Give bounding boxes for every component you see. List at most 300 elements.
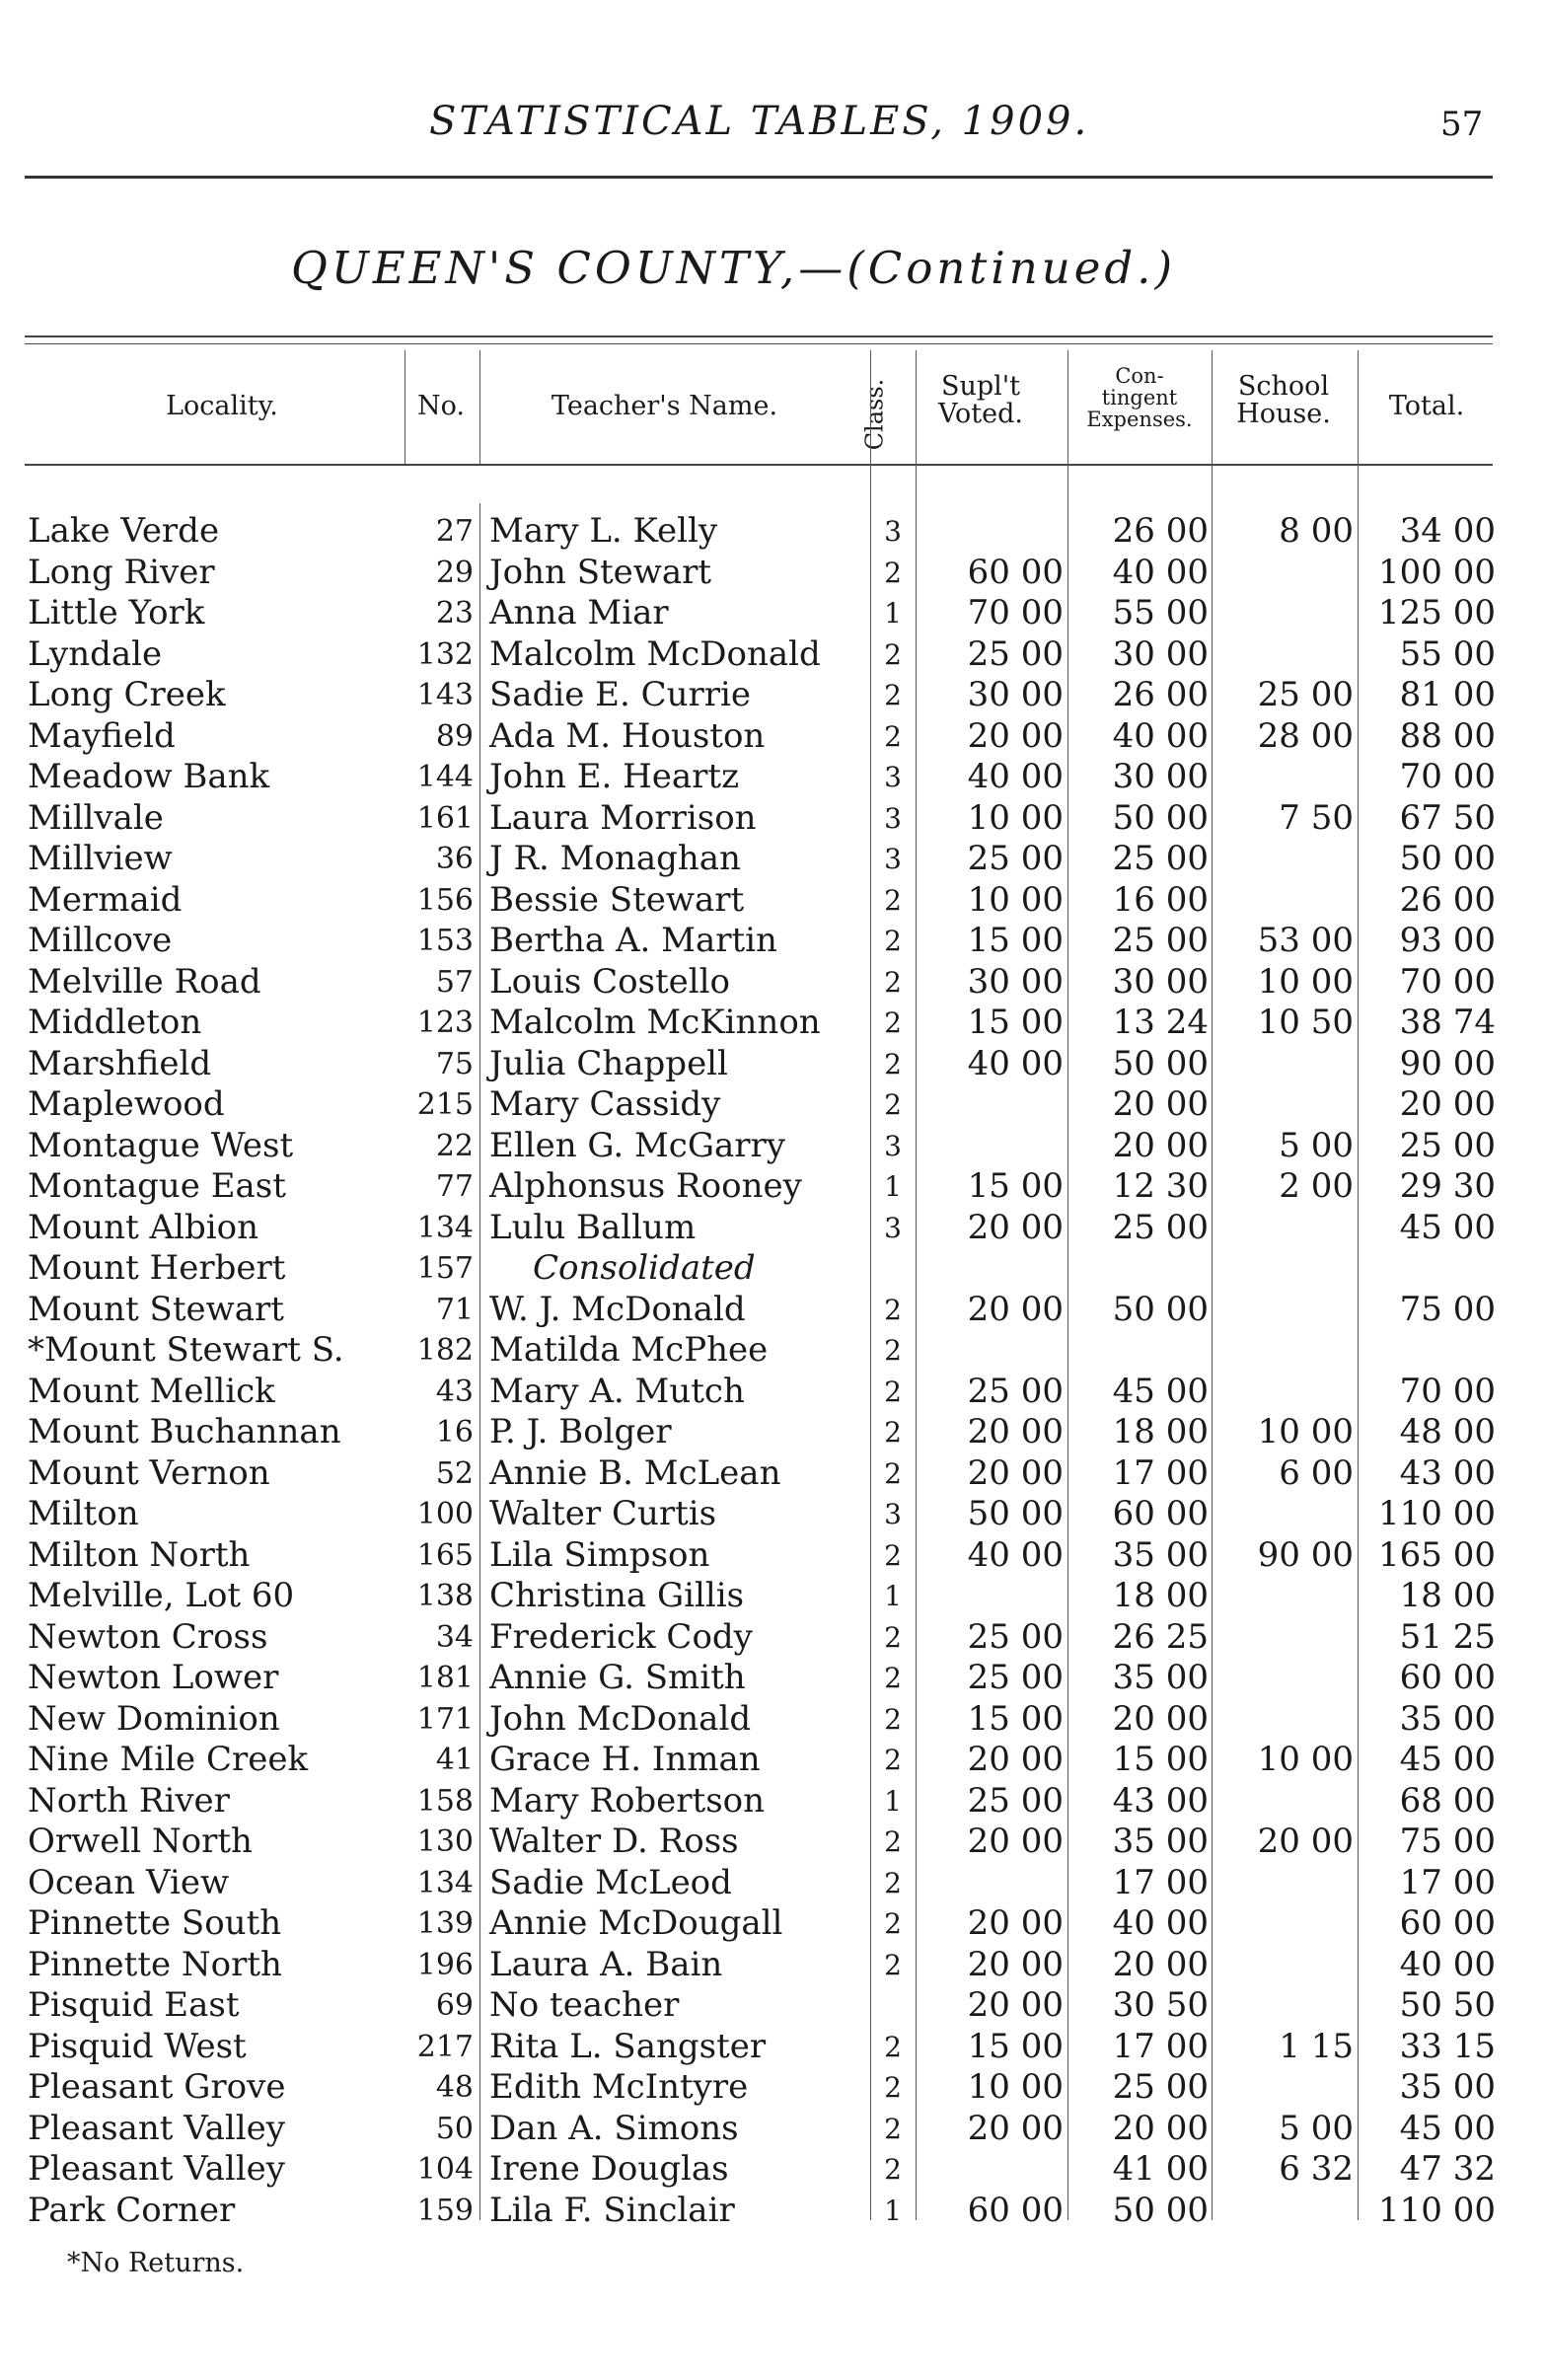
col-header-locality: Locality. <box>166 391 278 421</box>
locality-cell: Pisquid East <box>28 1985 240 2025</box>
total-cell: 100 00 <box>1378 552 1496 592</box>
supplement-cell: 10 00 <box>967 797 1064 838</box>
locality-cell: Montague West <box>28 1125 294 1165</box>
teacher-cell: Julia Chappell <box>489 1043 728 1083</box>
table-row <box>0 1453 1545 1495</box>
total-cell: 81 00 <box>1399 675 1496 714</box>
locality-cell: Pleasant Valley <box>28 2108 286 2148</box>
total-cell: 67 50 <box>1399 797 1496 838</box>
school-house-cell: 6 32 <box>1279 2149 1354 2189</box>
class-cell: 2 <box>884 1088 902 1121</box>
class-cell: 2 <box>884 2030 902 2063</box>
locality-cell: Mount Buchannan <box>28 1412 341 1451</box>
teacher-cell: Bessie Stewart <box>489 879 745 920</box>
supplement-cell: 60 00 <box>967 2190 1064 2230</box>
teacher-cell: John Stewart <box>489 552 712 592</box>
teacher-cell: P. J. Bolger <box>489 1412 672 1451</box>
table-row <box>0 1617 1545 1659</box>
total-cell: 33 15 <box>1399 2026 1496 2066</box>
contingent-cell: 30 00 <box>1112 633 1209 674</box>
contingent-cell: 30 50 <box>1112 1985 1209 2025</box>
col-rule <box>479 350 480 464</box>
table-row <box>0 1003 1545 1044</box>
table-row <box>0 2067 1545 2109</box>
teacher-cell: J R. Monaghan <box>489 839 741 878</box>
class-cell: 2 <box>884 637 902 671</box>
table-row <box>0 1863 1545 1904</box>
total-cell: 70 00 <box>1399 961 1496 1002</box>
supplement-cell: 20 00 <box>967 1452 1064 1493</box>
total-cell: 43 00 <box>1399 1452 1496 1493</box>
number-cell: 36 <box>435 842 474 876</box>
contingent-cell: 50 00 <box>1112 2190 1209 2230</box>
total-cell: 70 00 <box>1399 757 1496 796</box>
col-header-class: Class. <box>860 378 889 451</box>
number-cell: 132 <box>416 636 474 672</box>
table-row <box>0 1330 1545 1372</box>
locality-cell: Marshfield <box>28 1043 212 1083</box>
class-cell: 2 <box>884 1825 902 1858</box>
total-cell: 17 00 <box>1399 1862 1496 1902</box>
contingent-cell: 15 00 <box>1112 1740 1209 1779</box>
contingent-cell: 26 25 <box>1112 1616 1209 1657</box>
teacher-cell: Laura Morrison <box>489 797 757 838</box>
number-cell: 171 <box>416 1701 474 1737</box>
locality-cell: Park Corner <box>28 2190 236 2230</box>
table-row <box>0 1290 1545 1331</box>
locality-cell: Mount Stewart <box>28 1289 284 1329</box>
contingent-cell: 17 00 <box>1112 1862 1209 1902</box>
table-row <box>0 839 1545 880</box>
class-cell: 3 <box>884 1211 902 1244</box>
supplement-cell: 20 00 <box>967 1207 1064 1247</box>
teacher-cell: Malcolm McKinnon <box>489 1003 821 1042</box>
locality-cell: Mount Vernon <box>28 1452 270 1493</box>
contingent-cell: 43 00 <box>1112 1780 1209 1821</box>
school-house-cell: 6 00 <box>1279 1452 1354 1493</box>
class-cell: 2 <box>884 1702 902 1736</box>
table-row <box>0 1822 1545 1863</box>
class-cell: 2 <box>884 1375 902 1408</box>
number-cell: 134 <box>416 1865 474 1900</box>
teacher-cell: Annie G. Smith <box>489 1658 746 1697</box>
school-house-cell: 10 50 <box>1257 1003 1354 1042</box>
total-cell: 50 50 <box>1399 1985 1496 2025</box>
total-cell: 20 00 <box>1399 1084 1496 1124</box>
locality-cell: Newton Lower <box>28 1658 279 1697</box>
class-cell: 2 <box>884 965 902 999</box>
table-top-rule-thin <box>25 343 1493 344</box>
number-cell: 89 <box>435 718 474 754</box>
class-cell: 1 <box>884 597 902 630</box>
table-row <box>0 675 1545 716</box>
number-cell: 22 <box>435 1128 474 1163</box>
teacher-cell: Bertha A. Martin <box>489 921 777 960</box>
supplement-cell: 20 00 <box>967 1822 1064 1861</box>
total-cell: 34 00 <box>1399 511 1496 551</box>
class-cell: 1 <box>884 1170 902 1203</box>
locality-cell: Milton <box>28 1494 139 1533</box>
class-cell: 1 <box>884 1580 902 1612</box>
teacher-cell: Frederick Cody <box>489 1616 753 1657</box>
locality-cell: Melville Road <box>28 961 261 1002</box>
total-cell: 29 30 <box>1399 1166 1496 1206</box>
number-cell: 181 <box>416 1661 474 1695</box>
number-cell: 144 <box>416 760 474 794</box>
school-house-cell: 10 00 <box>1257 961 1354 1002</box>
teacher-cell: Mary A. Mutch <box>489 1371 745 1411</box>
teacher-cell: Grace H. Inman <box>489 1740 761 1779</box>
class-cell: 1 <box>884 1784 902 1818</box>
header-bottom-rule <box>25 464 1493 466</box>
table-row <box>0 2191 1545 2232</box>
contingent-cell: 20 00 <box>1112 1698 1209 1739</box>
number-cell: 104 <box>416 2152 474 2187</box>
number-cell: 34 <box>435 1619 474 1655</box>
number-cell: 100 <box>416 1497 474 1531</box>
contingent-cell: 25 00 <box>1112 2067 1209 2107</box>
locality-cell: Pleasant Grove <box>28 2067 286 2107</box>
teacher-cell: Dan A. Simons <box>489 2108 739 2148</box>
school-house-cell: 1 15 <box>1279 2026 1354 2066</box>
teacher-cell: Ada M. Houston <box>489 715 766 756</box>
number-cell: 71 <box>435 1292 474 1327</box>
locality-cell: Mount Herbert <box>28 1248 286 1288</box>
class-cell: 2 <box>884 2153 902 2186</box>
locality-cell: Nine Mile Creek <box>28 1740 309 1779</box>
class-cell: 3 <box>884 1498 902 1530</box>
total-cell: 25 00 <box>1399 1125 1496 1165</box>
supplement-cell: 15 00 <box>967 1003 1064 1042</box>
number-cell: 130 <box>416 1824 474 1859</box>
class-cell: 2 <box>884 2112 902 2145</box>
school-house-cell: 7 50 <box>1279 797 1354 838</box>
total-cell: 70 00 <box>1399 1371 1496 1411</box>
number-cell: 157 <box>416 1251 474 1286</box>
number-cell: 41 <box>435 1743 474 1777</box>
total-cell: 45 00 <box>1399 1740 1496 1779</box>
supplement-cell: 30 00 <box>967 675 1064 714</box>
supplement-cell: 15 00 <box>967 2026 1064 2066</box>
running-head <box>0 99 1545 148</box>
school-house-cell: 5 00 <box>1279 1125 1354 1165</box>
table-row <box>0 1412 1545 1453</box>
table-row <box>0 1044 1545 1085</box>
number-cell: 161 <box>416 800 474 836</box>
table-row <box>0 1699 1545 1741</box>
class-cell: 2 <box>884 1047 902 1080</box>
teacher-cell: Christina Gillis <box>489 1576 745 1615</box>
contingent-cell: 20 00 <box>1112 1084 1209 1124</box>
supplement-cell: 70 00 <box>967 593 1064 632</box>
col-header-school-house: School House. <box>1236 371 1331 430</box>
supplement-cell: 25 00 <box>967 1371 1064 1411</box>
supplement-cell: 25 00 <box>967 633 1064 674</box>
supplement-cell: 25 00 <box>967 1780 1064 1821</box>
number-cell: 16 <box>435 1415 474 1450</box>
supplement-cell: 20 00 <box>967 1740 1064 1779</box>
number-cell: 143 <box>416 678 474 712</box>
locality-cell: Meadow Bank <box>28 757 270 796</box>
number-cell: 215 <box>416 1087 474 1122</box>
class-cell: 2 <box>884 1662 902 1694</box>
teacher-cell: Sadie McLeod <box>489 1862 732 1902</box>
table-row <box>0 2027 1545 2068</box>
supplement-cell: 20 00 <box>967 1412 1064 1451</box>
total-cell: 88 00 <box>1399 715 1496 756</box>
supplement-cell: 20 00 <box>967 1985 1064 2025</box>
teacher-cell: No teacher <box>489 1985 680 2025</box>
table-row <box>0 634 1545 676</box>
locality-cell: Ocean View <box>28 1862 230 1902</box>
total-cell: 90 00 <box>1399 1043 1496 1083</box>
supplement-cell: 20 00 <box>967 1903 1064 1943</box>
school-house-cell: 5 00 <box>1279 2108 1354 2148</box>
class-cell: 3 <box>884 515 902 548</box>
number-cell: 75 <box>435 1046 474 1081</box>
total-cell: 47 32 <box>1399 2149 1496 2189</box>
total-cell: 40 00 <box>1399 1944 1496 1984</box>
col-header-no: No. <box>417 391 465 421</box>
teacher-cell: Walter Curtis <box>489 1494 717 1533</box>
table-row <box>0 1535 1545 1577</box>
teacher-cell: Anna Miar <box>489 593 669 632</box>
contingent-cell: 25 00 <box>1112 921 1209 960</box>
contingent-cell: 26 00 <box>1112 675 1209 714</box>
table-row <box>0 553 1545 594</box>
locality-cell: Mount Mellick <box>28 1371 275 1411</box>
number-cell: 27 <box>435 514 474 549</box>
total-cell: 93 00 <box>1399 921 1496 960</box>
class-cell: 3 <box>884 801 902 835</box>
county-title: QUEEN'S COUNTY,—(Continued.) <box>291 242 1177 294</box>
number-cell: 57 <box>435 964 474 1000</box>
locality-cell: Newton Cross <box>28 1616 268 1657</box>
page-number: 57 <box>1440 105 1484 144</box>
number-cell: 134 <box>416 1210 474 1245</box>
total-cell: 60 00 <box>1399 1903 1496 1943</box>
number-cell: 23 <box>435 596 474 631</box>
class-cell: 1 <box>884 2194 902 2227</box>
class-cell: 2 <box>884 1416 902 1449</box>
locality-cell: Mayfield <box>28 715 176 756</box>
locality-cell: Pleasant Valley <box>28 2149 286 2189</box>
supplement-cell: 30 00 <box>967 961 1064 1002</box>
contingent-cell: 12 30 <box>1112 1166 1209 1206</box>
table-row <box>0 1372 1545 1413</box>
class-cell: 2 <box>884 1620 902 1654</box>
total-cell: 50 00 <box>1399 839 1496 878</box>
class-cell: 2 <box>884 883 902 917</box>
contingent-cell: 13 24 <box>1112 1003 1209 1042</box>
number-cell: 159 <box>416 2193 474 2228</box>
teacher-cell: Annie B. McLean <box>489 1452 781 1493</box>
class-cell: 2 <box>884 1334 902 1367</box>
table-row <box>0 1166 1545 1208</box>
teacher-cell: Louis Costello <box>489 961 731 1002</box>
school-house-cell: 8 00 <box>1279 511 1354 551</box>
contingent-cell: 50 00 <box>1112 1289 1209 1329</box>
school-house-cell: 20 00 <box>1257 1822 1354 1861</box>
contingent-cell: 50 00 <box>1112 1043 1209 1083</box>
locality-cell: Lyndale <box>28 633 163 674</box>
class-cell: 2 <box>884 679 902 711</box>
supplement-cell: 15 00 <box>967 921 1064 960</box>
total-cell: 75 00 <box>1399 1289 1496 1329</box>
supplement-cell: 20 00 <box>967 2108 1064 2148</box>
table-row <box>0 798 1545 840</box>
contingent-cell: 30 00 <box>1112 757 1209 796</box>
locality-cell: Long Creek <box>28 675 226 714</box>
locality-cell: Pisquid West <box>28 2026 247 2066</box>
locality-cell: Mount Albion <box>28 1207 258 1247</box>
class-cell: 2 <box>884 1006 902 1039</box>
locality-cell: Millcove <box>28 921 173 960</box>
number-cell: 52 <box>435 1455 474 1491</box>
supplement-cell: 25 00 <box>967 1658 1064 1697</box>
table-row <box>0 2109 1545 2150</box>
locality-cell: Maplewood <box>28 1084 225 1124</box>
class-cell: 2 <box>884 1948 902 1981</box>
total-cell: 45 00 <box>1399 1207 1496 1247</box>
class-cell: 2 <box>884 1866 902 1899</box>
table-top-rule <box>25 335 1493 337</box>
table-row <box>0 1985 1545 2027</box>
supplement-cell: 50 00 <box>967 1494 1064 1533</box>
table-row <box>0 1126 1545 1167</box>
total-cell: 110 00 <box>1378 1494 1496 1533</box>
locality-cell: New Dominion <box>28 1698 280 1739</box>
class-cell: 2 <box>884 1456 902 1490</box>
locality-cell: Pinnette North <box>28 1944 282 1984</box>
number-cell: 156 <box>416 882 474 918</box>
table-row <box>0 1945 1545 1986</box>
supplement-cell: 15 00 <box>967 1698 1064 1739</box>
contingent-cell: 18 00 <box>1112 1576 1209 1615</box>
table-row <box>0 1576 1545 1617</box>
locality-cell: Milton North <box>28 1534 251 1575</box>
locality-cell: Melville, Lot 60 <box>28 1576 295 1615</box>
locality-cell: Little York <box>28 593 205 632</box>
table-row <box>0 1740 1545 1781</box>
class-cell: 3 <box>884 761 902 793</box>
table-body <box>0 511 1545 2231</box>
number-cell: 182 <box>416 1333 474 1368</box>
locality-cell: Orwell North <box>28 1822 253 1861</box>
teacher-cell: W. J. McDonald <box>489 1289 746 1329</box>
contingent-cell: 41 00 <box>1112 2149 1209 2189</box>
teacher-cell: Annie McDougall <box>489 1903 783 1943</box>
teacher-cell: Consolidated <box>533 1248 756 1288</box>
supplement-cell: 40 00 <box>967 1534 1064 1575</box>
school-house-cell: 10 00 <box>1257 1412 1354 1451</box>
school-house-cell: 53 00 <box>1257 921 1354 960</box>
number-cell: 48 <box>435 2070 474 2105</box>
contingent-cell: 25 00 <box>1112 839 1209 878</box>
locality-cell: Pinnette South <box>28 1903 282 1943</box>
supplement-cell: 20 00 <box>967 1289 1064 1329</box>
number-cell: 165 <box>416 1537 474 1573</box>
contingent-cell: 35 00 <box>1112 1658 1209 1697</box>
supplement-cell: 40 00 <box>967 757 1064 796</box>
number-cell: 196 <box>416 1947 474 1982</box>
teacher-cell: Laura A. Bain <box>489 1944 723 1984</box>
contingent-cell: 17 00 <box>1112 2026 1209 2066</box>
total-cell: 35 00 <box>1399 1698 1496 1739</box>
number-cell: 139 <box>416 1906 474 1941</box>
supplement-cell: 20 00 <box>967 715 1064 756</box>
total-cell: 38 74 <box>1399 1003 1496 1042</box>
contingent-cell: 35 00 <box>1112 1822 1209 1861</box>
table-row <box>0 1208 1545 1249</box>
locality-cell: Mermaid <box>28 879 183 920</box>
supplement-cell: 20 00 <box>967 1944 1064 1984</box>
total-cell: 26 00 <box>1399 879 1496 920</box>
teacher-cell: Mary L. Kelly <box>489 511 718 551</box>
table-row <box>0 1781 1545 1822</box>
table-row <box>0 757 1545 798</box>
number-cell: 138 <box>416 1579 474 1613</box>
contingent-cell: 50 00 <box>1112 797 1209 838</box>
teacher-cell: Malcolm McDonald <box>489 633 821 674</box>
teacher-cell: Lulu Ballum <box>489 1207 697 1247</box>
supplement-cell: 60 00 <box>967 552 1064 592</box>
class-cell: 3 <box>884 1129 902 1162</box>
school-house-cell: 25 00 <box>1257 675 1354 714</box>
table-row <box>0 511 1545 553</box>
col-header-total: Total. <box>1388 391 1465 421</box>
teacher-cell: Walter D. Ross <box>489 1822 739 1861</box>
class-cell: 2 <box>884 1907 902 1940</box>
col-header-teacher: Teacher's Name. <box>551 391 778 421</box>
contingent-cell: 55 00 <box>1112 593 1209 632</box>
supplement-cell: 40 00 <box>967 1043 1064 1083</box>
table-row <box>0 1903 1545 1945</box>
number-cell: 158 <box>416 1783 474 1819</box>
class-cell: 2 <box>884 925 902 957</box>
locality-cell: North River <box>28 1780 230 1821</box>
total-cell: 125 00 <box>1378 593 1496 632</box>
supplement-cell: 25 00 <box>967 1616 1064 1657</box>
contingent-cell: 26 00 <box>1112 511 1209 551</box>
table-row <box>0 1084 1545 1126</box>
contingent-cell: 20 00 <box>1112 2108 1209 2148</box>
col-header-supplement: Supl't Voted. <box>938 371 1023 430</box>
teacher-cell: Matilda McPhee <box>489 1330 769 1370</box>
contingent-cell: 40 00 <box>1112 552 1209 592</box>
class-cell: 2 <box>884 1538 902 1572</box>
footnote: *No Returns. <box>67 2248 245 2278</box>
school-house-cell: 28 00 <box>1257 715 1354 756</box>
class-cell: 2 <box>884 2071 902 2104</box>
total-cell: 48 00 <box>1399 1412 1496 1451</box>
locality-cell: Millvale <box>28 797 164 838</box>
class-cell: 3 <box>884 843 902 875</box>
teacher-cell: Sadie E. Currie <box>489 675 751 714</box>
locality-cell: Long River <box>28 552 215 592</box>
teacher-cell: Alphonsus Rooney <box>489 1166 802 1206</box>
number-cell: 123 <box>416 1005 474 1040</box>
total-cell: 51 25 <box>1399 1616 1496 1657</box>
locality-cell: Middleton <box>28 1003 202 1042</box>
contingent-cell: 60 00 <box>1112 1494 1209 1533</box>
total-cell: 68 00 <box>1399 1780 1496 1821</box>
contingent-cell: 40 00 <box>1112 715 1209 756</box>
locality-cell: Lake Verde <box>28 511 220 551</box>
table-row <box>0 962 1545 1004</box>
teacher-cell: Mary Cassidy <box>489 1084 721 1124</box>
col-header-contingent: Con- tingent Expenses. <box>1086 364 1193 432</box>
